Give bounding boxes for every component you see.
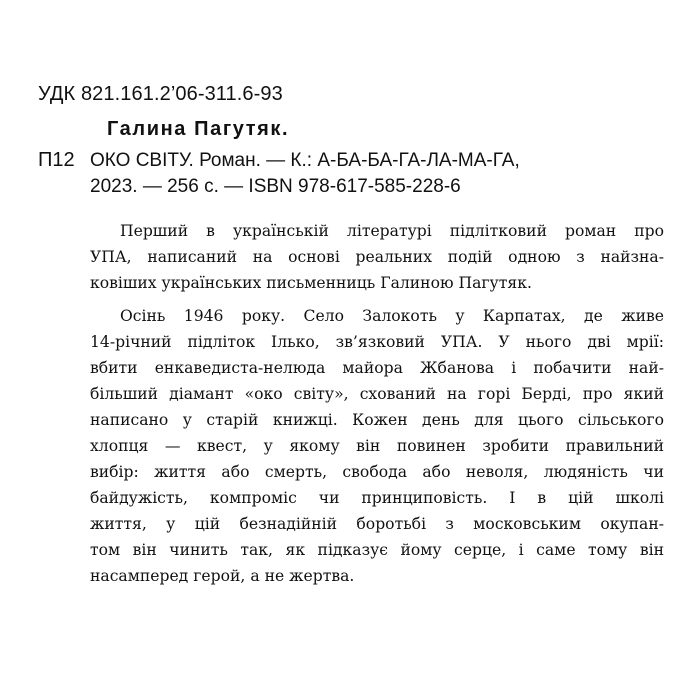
author-heading: Галина Пагутяк. [107,118,290,140]
bibliographic-description [90,148,664,200]
annotation-line: насамперед герой, а не жертва. [90,567,355,585]
annotation-line: життя, у цій безнадійній боротьбі з московським окупан- [90,515,664,533]
annotation [90,218,664,589]
annotation-line: Осінь 1946 року. Село Залокоть у Карпатах, де живе [120,307,664,325]
annotation-line: більший діамант «око світу», схований на горі Берді, про який [90,385,664,403]
annotation-line: вибір: життя або смерть, свобода або неволя, людяність чи [90,463,664,481]
annotation-line: 14-річний підліток Ілько, зв’язковий УПА. У нього дві мрії: [90,333,664,351]
annotation-line: хлопця — квест, у якому він повинен зробити правильний [90,437,664,455]
author-code: П12 [38,149,75,171]
annotation-paragraph-2 [90,303,664,589]
udk-classification: УДК 821.161.2’06-311.6-93 [38,83,283,105]
annotation-line: ковіших українських письменниць Галиною Пагутяк. [90,274,532,292]
annotation-line: написано у старій книжці. Кожен день для цього сільського [90,411,664,429]
annotation-paragraph-1 [90,218,664,296]
annotation-line: вбити енкаведиста-нелюда майора Жбанова і побачити най- [90,359,664,377]
annotation-line: байдужість, компроміс чи принциповість. І в цій школі [90,489,664,507]
annotation-line: Перший в українській літературі підлітковий роман про [120,222,664,240]
biblio-line: 2023. — 256 с. — ISBN 978-617-585-228-6 [90,176,461,197]
annotation-line: том він чинить так, як підказує йому серце, і саме тому він [90,541,664,559]
biblio-line: ОКО СВІТУ. Роман. — К.: А-БА-БА-ГА-ЛА-МА-ГА, [90,150,520,171]
annotation-line: УПА, написаний на основі реальних подій одною з найзна- [90,248,664,266]
